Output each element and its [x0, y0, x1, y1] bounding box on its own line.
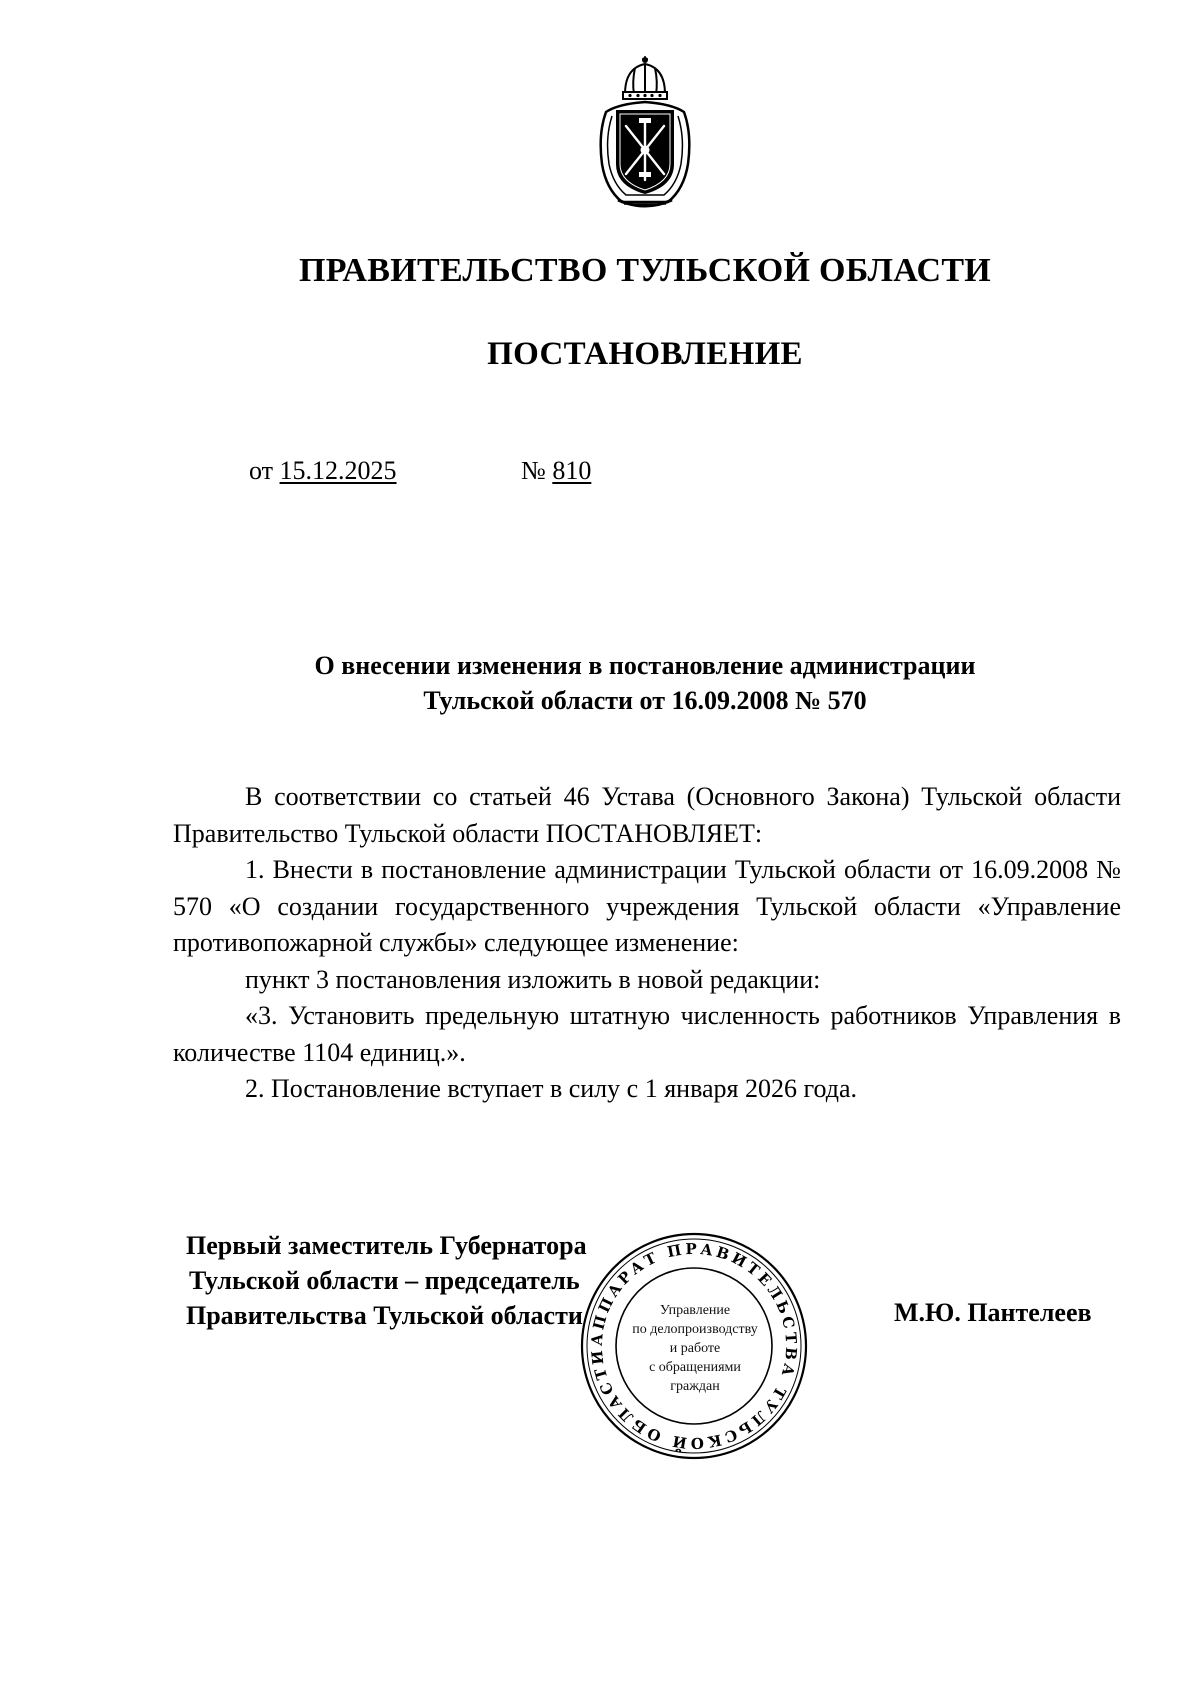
- subject-line-1: О внесении изменения в постановление администрации: [314, 651, 976, 680]
- document-number: 810: [552, 456, 592, 485]
- document-body: [173, 779, 1121, 1108]
- position-line-3: Правительства Тульской области: [186, 1301, 583, 1330]
- body-paragraph: 2. Постановление вступает в силу с 1 января 2026 года.: [245, 1074, 858, 1103]
- date-prefix: от: [249, 456, 274, 485]
- position-line-1: Первый заместитель Губернатора: [186, 1231, 587, 1260]
- stamp-center-text: [612, 1301, 778, 1396]
- position-line-2: Тульской области – председатель: [189, 1266, 580, 1295]
- body-paragraph: «3. Установить предельную штатную численность работников Управления в количестве 1104 единиц.».: [173, 1001, 1121, 1067]
- document-type-title: ПОСТАНОВЛЕНИЕ: [487, 336, 803, 372]
- stamp-line-3: и работе: [669, 1341, 721, 1356]
- document-subject: [170, 648, 1120, 718]
- subject-line-2: Тульской области от 16.09.2008 № 570: [423, 686, 867, 715]
- document-number-group: [521, 456, 591, 486]
- body-paragraph: 1. Внести в постановление администрации Тульской области от 16.09.2008 № 570 «О создании государственного учреждения Тульской области «Управление противопожарной службы» следующее изменение:: [173, 855, 1121, 957]
- body-paragraph: пункт 3 постановления изложить в новой редакции:: [245, 964, 821, 994]
- stamp-line-5: граждан: [670, 1379, 720, 1394]
- document-dateline: [249, 456, 592, 486]
- stamp-line-4: с обращениями: [649, 1360, 741, 1375]
- signatory-name: М.Ю. Пантелеев: [894, 1298, 1092, 1327]
- stamp-line-1: Управление: [659, 1303, 731, 1318]
- coat-of-arms-icon: [592, 54, 698, 214]
- number-prefix: №: [521, 456, 546, 485]
- stamp-ring-text: АППАРАТ ПРАВИТЕЛЬСТВА ТУЛЬСКОЙ ОБЛАСТИ: [587, 1239, 801, 1453]
- body-paragraph: В соответствии со статьей 46 Устава (Основного Закона) Тульской области Правительство Тульской области ПОСТАНОВЛЯЕТ:: [173, 782, 1121, 848]
- stamp-line-2: по делопроизводству: [632, 1322, 758, 1337]
- document-date: 15.12.2025: [279, 456, 397, 485]
- organization-title: ПРАВИТЕЛЬСТВО ТУЛЬСКОЙ ОБЛАСТИ: [298, 252, 992, 289]
- signatory-position: [186, 1228, 587, 1333]
